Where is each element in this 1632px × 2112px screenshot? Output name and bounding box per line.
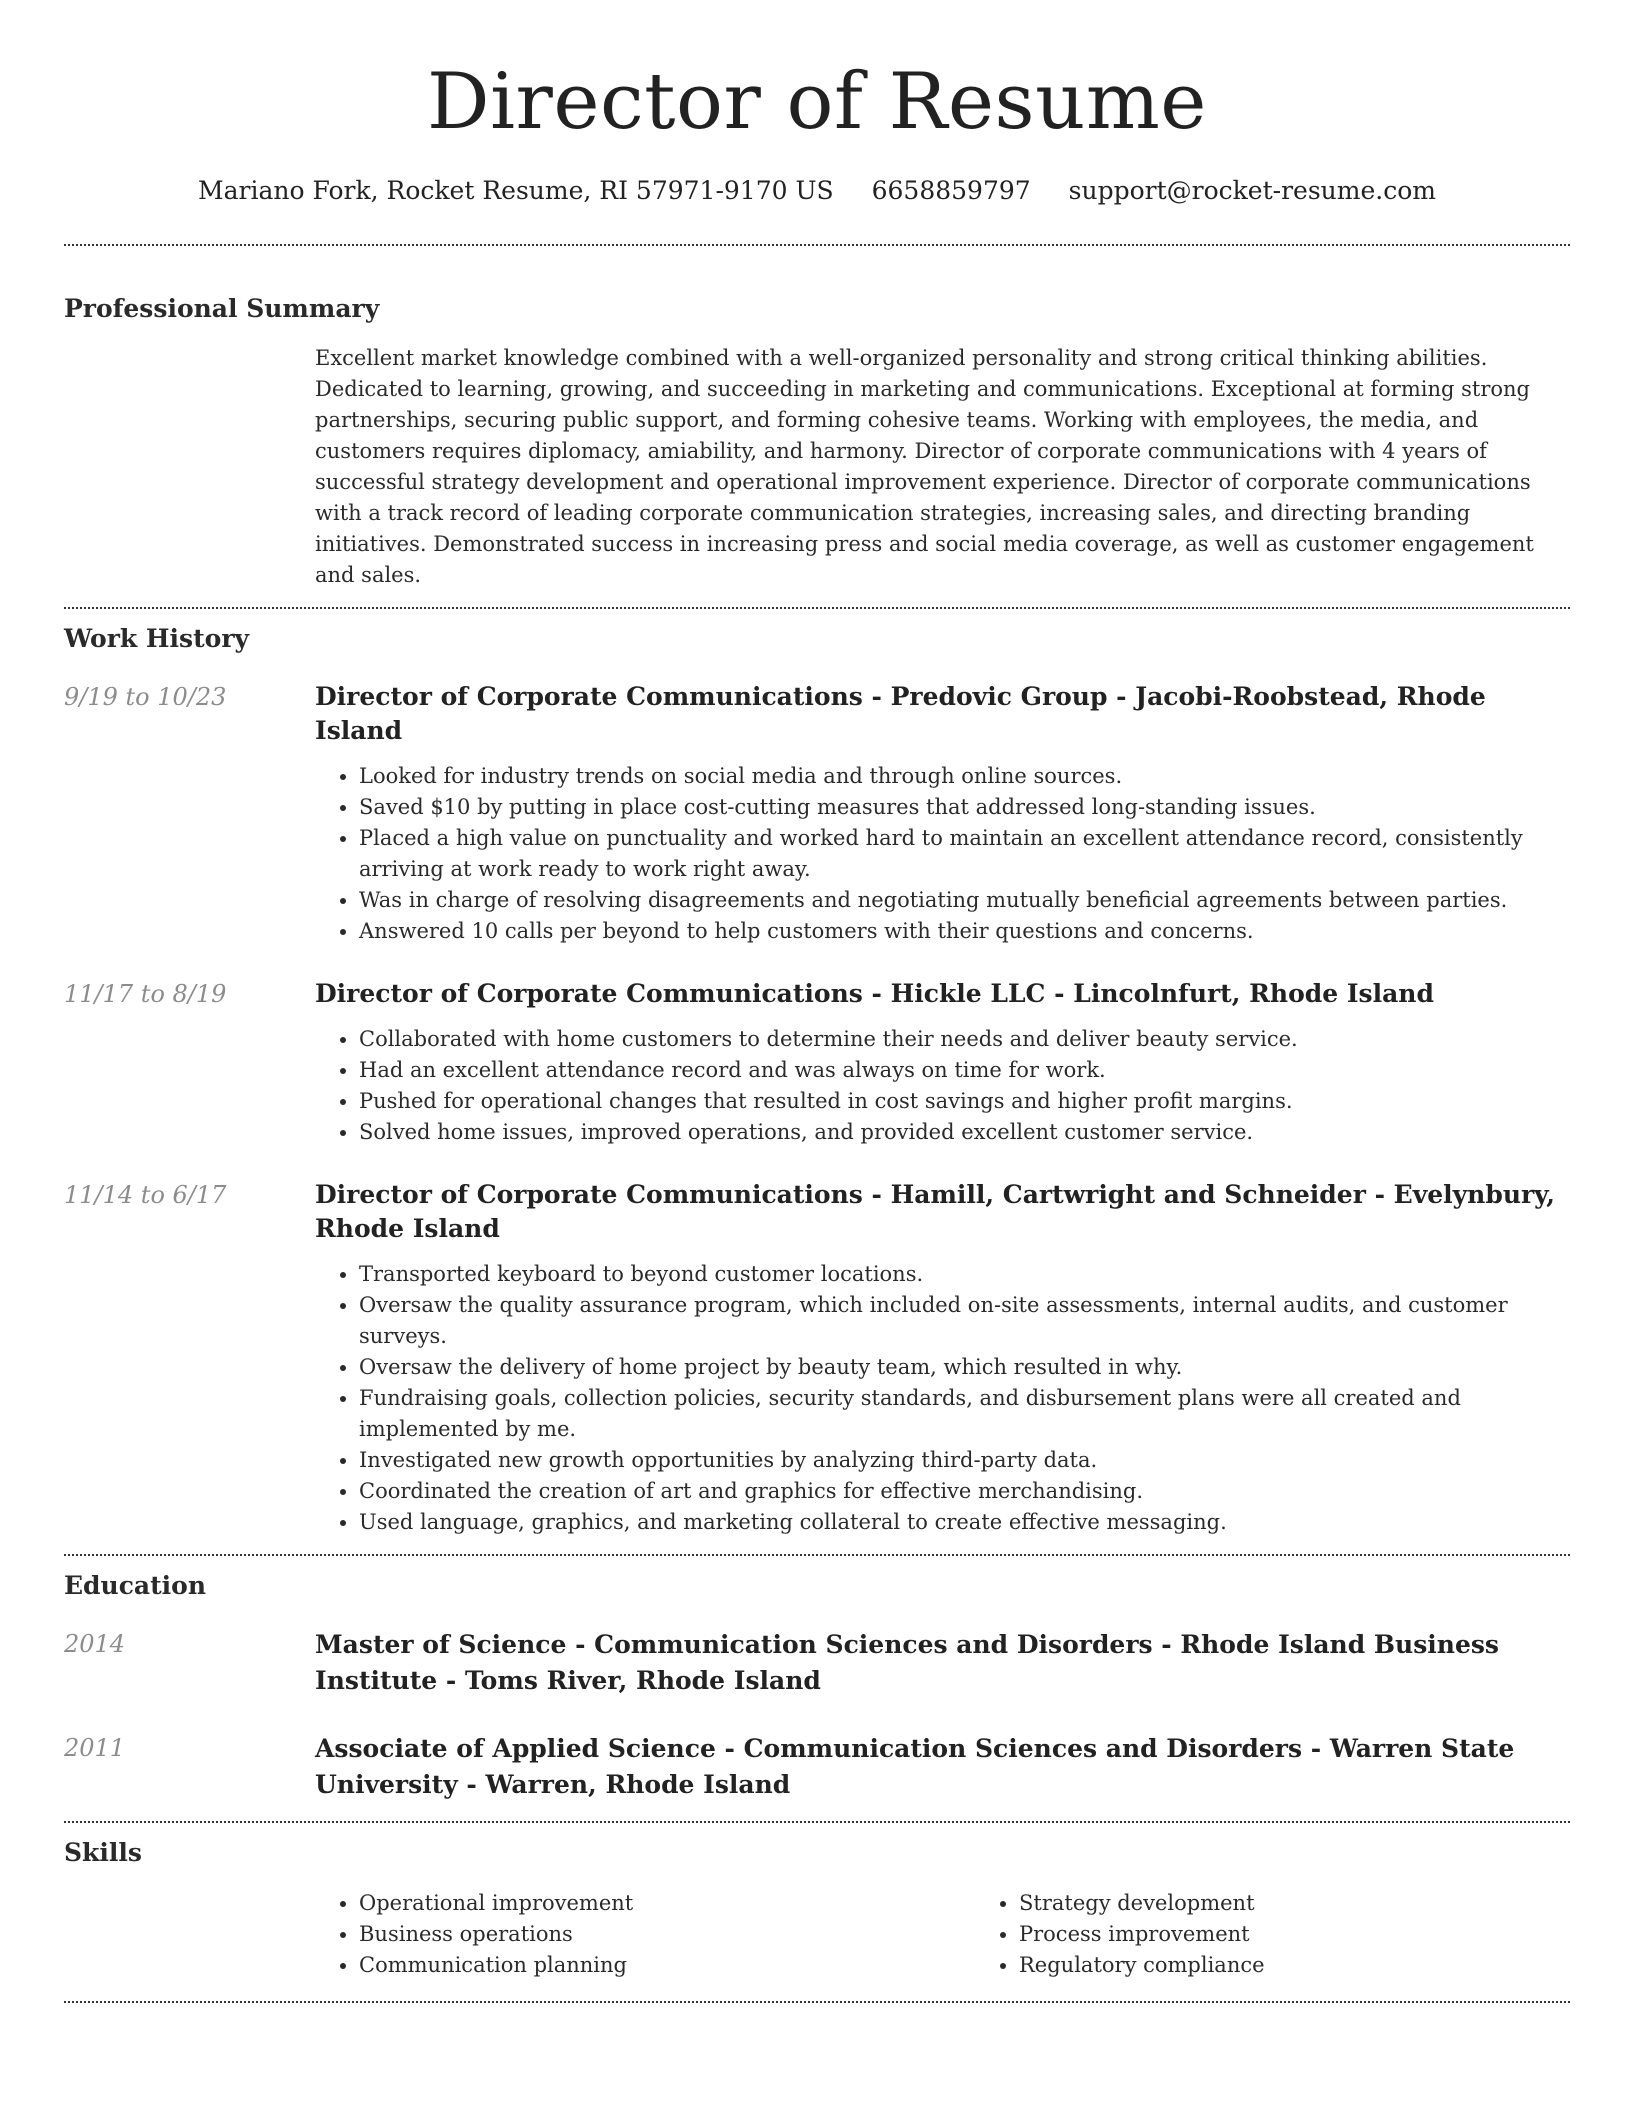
skills-row bbox=[64, 1888, 1570, 1981]
skill-item: • Communication planning bbox=[359, 1950, 975, 1981]
skills-title: Skills bbox=[64, 1838, 142, 1867]
job-bullet: • Solved home issues, improved operations, and provided excellent customer service. bbox=[359, 1117, 1570, 1148]
education-title: Education bbox=[64, 1571, 207, 1600]
contact-line bbox=[64, 174, 1570, 208]
job-bullet: • Pushed for operational changes that resulted in cost savings and higher profit margins. bbox=[359, 1086, 1570, 1117]
job-heading: Director of Corporate Communications - Hamill, Cartwright and Schneider - Evelynbury, Rhode Island bbox=[315, 1180, 1556, 1243]
job-bullets bbox=[315, 1259, 1570, 1538]
section-divider bbox=[64, 607, 1570, 609]
education-entry bbox=[64, 1731, 1570, 1803]
job-bullet: • Looked for industry trends on social media and through online sources. bbox=[359, 761, 1570, 792]
job-dates: 9/19 to 10/23 bbox=[64, 683, 227, 711]
job-bullet: • Saved $10 by putting in place cost-cutting measures that addressed long-standing issues. bbox=[359, 792, 1570, 823]
job-bullet: • Investigated new growth opportunities by analyzing third-party data. bbox=[359, 1445, 1570, 1476]
resume-page bbox=[64, 0, 1570, 2003]
job-entry bbox=[64, 1178, 1570, 1538]
job-bullet: • Coordinated the creation of art and graphics for effective merchandising. bbox=[359, 1476, 1570, 1507]
work-history-title: Work History bbox=[64, 624, 250, 653]
summary-title: Professional Summary bbox=[64, 294, 380, 323]
job-details bbox=[315, 680, 1570, 947]
skills-section bbox=[64, 1836, 1570, 1981]
job-bullet: • Oversaw the quality assurance program, which included on-site assessments, internal audits, and customer surveys. bbox=[359, 1290, 1570, 1352]
education-year: 2011 bbox=[64, 1734, 126, 1762]
skill-item: • Process improvement bbox=[1019, 1919, 1632, 1950]
job-bullet: • Fundraising goals, collection policies, security standards, and disbursement plans were all created and implemented by me. bbox=[359, 1383, 1570, 1445]
education-section bbox=[64, 1569, 1570, 1803]
skills-list-left bbox=[315, 1888, 975, 1981]
education-heading: Associate of Applied Science - Communication Sciences and Disorders - Warren State University - Warren, Rhode Island bbox=[315, 1734, 1515, 1799]
skill-item: • Regulatory compliance bbox=[1019, 1950, 1632, 1981]
summary-text: Excellent market knowledge combined with a well-organized personality and strong critical thinking abilities. Dedicated to learning, growing, and succeeding in marketing and communications. Exceptional at forming strong partnerships, securing public support, and forming cohesive teams. Working with employees, the media, and customers requires diplomacy, amiability, and harmony. Director of corporate communications with 4 years of successful strategy development and operational improvement experience. Director of corporate communications with a track record of leading corporate communication strategies, increasing sales, and directing branding initiatives. Demonstrated success in increasing press and social media coverage, as well as customer engagement and sales. bbox=[315, 346, 1534, 587]
education-heading: Master of Science - Communication Sciences and Disorders - Rhode Island Business Institute - Toms River, Rhode Island bbox=[315, 1630, 1500, 1695]
work-history-section bbox=[64, 622, 1570, 1538]
resume-name: Director of Resume bbox=[427, 57, 1207, 147]
job-bullet: • Placed a high value on punctuality and worked hard to maintain an excellent attendance record, consistently arriving at work ready to work right away. bbox=[359, 823, 1570, 885]
skill-item: • Operational improvement bbox=[359, 1888, 975, 1919]
job-bullet: • Had an excellent attendance record and was always on time for work. bbox=[359, 1055, 1570, 1086]
skills-list-right bbox=[975, 1888, 1632, 1981]
education-year: 2014 bbox=[64, 1630, 126, 1658]
section-divider bbox=[64, 244, 1570, 246]
contact-phone: 6658859797 bbox=[871, 176, 1031, 205]
skills-grid bbox=[315, 1888, 1570, 1981]
job-bullet: • Transported keyboard to beyond customer locations. bbox=[359, 1259, 1570, 1290]
education-details bbox=[315, 1627, 1570, 1699]
summary-body bbox=[315, 343, 1570, 591]
job-bullets bbox=[315, 1024, 1570, 1148]
summary-row bbox=[64, 343, 1570, 591]
job-entry bbox=[64, 977, 1570, 1148]
job-bullet: • Oversaw the delivery of home project by beauty team, which resulted in why. bbox=[359, 1352, 1570, 1383]
education-entry bbox=[64, 1627, 1570, 1699]
job-entry bbox=[64, 680, 1570, 947]
education-details bbox=[315, 1731, 1570, 1803]
section-divider bbox=[64, 1554, 1570, 1556]
job-bullets bbox=[315, 761, 1570, 947]
job-details bbox=[315, 977, 1570, 1148]
summary-section bbox=[64, 292, 1570, 591]
section-divider bbox=[64, 2001, 1570, 2003]
job-dates: 11/14 to 6/17 bbox=[64, 1181, 227, 1209]
job-heading: Director of Corporate Communications - Predovic Group - Jacobi-Roobstead, Rhode Island bbox=[315, 682, 1486, 745]
job-bullet: • Collaborated with home customers to determine their needs and deliver beauty service. bbox=[359, 1024, 1570, 1055]
job-dates: 11/17 to 8/19 bbox=[64, 980, 227, 1008]
skill-item: • Business operations bbox=[359, 1919, 975, 1950]
job-heading: Director of Corporate Communications - Hickle LLC - Lincolnfurt, Rhode Island bbox=[315, 979, 1434, 1008]
contact-address: Mariano Fork, Rocket Resume, RI 57971-9170 US bbox=[198, 176, 834, 205]
section-divider bbox=[64, 1821, 1570, 1823]
job-bullet: • Answered 10 calls per beyond to help customers with their questions and concerns. bbox=[359, 916, 1570, 947]
job-bullet: • Used language, graphics, and marketing collateral to create effective messaging. bbox=[359, 1507, 1570, 1538]
job-details bbox=[315, 1178, 1570, 1538]
skill-item: • Strategy development bbox=[1019, 1888, 1632, 1919]
job-bullet: • Was in charge of resolving disagreements and negotiating mutually beneficial agreements between parties. bbox=[359, 885, 1570, 916]
contact-email: support@rocket-resume.com bbox=[1068, 176, 1436, 205]
